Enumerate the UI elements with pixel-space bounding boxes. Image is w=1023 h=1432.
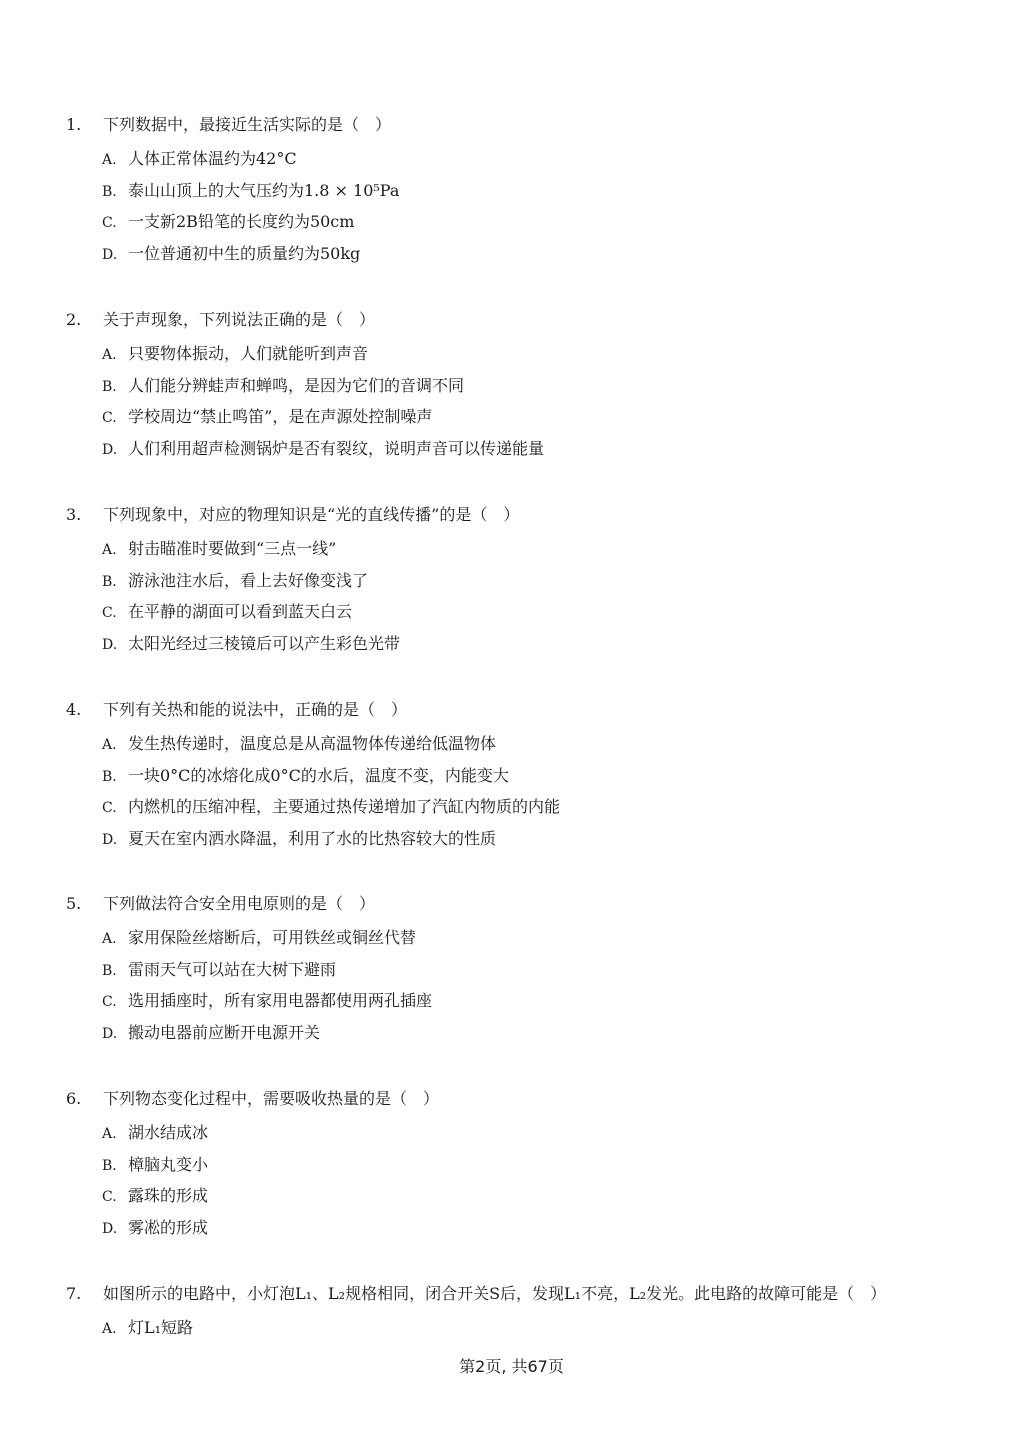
option-letter: C.	[102, 1189, 117, 1205]
option-text: 人体正常体温约为42°C	[128, 149, 297, 168]
option-text: 在平静的湖面可以看到蓝天白云	[128, 602, 353, 621]
question-2	[66, 307, 983, 464]
question-stem	[66, 502, 983, 528]
option-d[interactable]	[102, 823, 983, 855]
question-text: 下列现象中，对应的物理知识是“光的直线传播”的是（ ）	[103, 505, 520, 524]
question-text: 关于声现象，下列说法正确的是（ ）	[103, 310, 376, 329]
question-5	[66, 891, 983, 1048]
question-number: 7.	[66, 1284, 82, 1303]
option-letter: A.	[102, 1126, 117, 1142]
option-text: 夏天在室内洒水降温，利用了水的比热容较大的性质	[128, 828, 497, 848]
question-text: 下列做法符合安全用电原则的是（ ）	[103, 894, 376, 913]
option-letter: A.	[102, 347, 117, 363]
option-d[interactable]	[102, 238, 983, 270]
option-text: 内燃机的压缩冲程，主要通过热传递增加了汽缸内物质的内能	[128, 797, 561, 816]
option-letter: A.	[102, 737, 117, 753]
page-footer	[0, 1355, 1023, 1379]
option-c[interactable]	[102, 596, 983, 628]
option-d[interactable]	[102, 433, 983, 465]
option-letter: A.	[102, 1321, 117, 1337]
option-text: 选用插座时，所有家用电器都使用两孔插座	[128, 991, 433, 1010]
option-b[interactable]	[102, 175, 983, 207]
option-letter: B.	[102, 1157, 117, 1174]
option-a[interactable]	[102, 1117, 983, 1149]
option-text: 只要物体振动，人们就能听到声音	[128, 344, 369, 363]
option-a[interactable]	[102, 922, 983, 954]
option-text: 一支新2B铅笔的长度约为50cm	[128, 212, 355, 231]
option-text: 人们能分辨蛙声和蝉鸣，是因为它们的音调不同	[128, 375, 465, 395]
question-number: 4.	[66, 700, 82, 719]
question-stem	[66, 697, 983, 723]
question-number: 6.	[66, 1089, 82, 1108]
question-number: 3.	[66, 505, 82, 524]
option-b[interactable]	[102, 370, 983, 402]
option-letter: B.	[102, 962, 117, 979]
question-text: 下列数据中，最接近生活实际的是（ ）	[103, 115, 392, 134]
question-number: 1.	[66, 115, 82, 134]
option-c[interactable]	[102, 1180, 983, 1212]
option-text: 一位普通初中生的质量约为50kg	[128, 243, 361, 263]
option-letter: D.	[102, 1220, 118, 1237]
option-letter: C.	[102, 994, 117, 1010]
option-letter: D.	[102, 1025, 118, 1042]
question-number: 2.	[66, 310, 82, 329]
option-letter: B.	[102, 573, 117, 590]
option-text: 一块0°C的冰熔化成0°C的水后，温度不变，内能变大	[128, 765, 509, 785]
option-text: 湖水结成冰	[128, 1123, 209, 1142]
question-text: 如图所示的电路中，小灯泡L₁、L₂规格相同，闭合开关S后，发现L₁不亮，L₂发光。此电路的故障可能是（ ）	[103, 1284, 887, 1303]
option-letter: A.	[102, 542, 117, 558]
option-b[interactable]	[102, 1149, 983, 1181]
option-a[interactable]	[102, 143, 983, 175]
option-d[interactable]	[102, 1212, 983, 1244]
question-3	[66, 502, 983, 659]
option-letter: C.	[102, 215, 117, 231]
option-text: 发生热传递时，温度总是从高温物体传递给低温物体	[128, 734, 497, 753]
question-6	[66, 1086, 983, 1243]
option-c[interactable]	[102, 401, 983, 433]
option-letter: B.	[102, 378, 117, 395]
option-b[interactable]	[102, 565, 983, 597]
question-text: 下列有关热和能的说法中，正确的是（ ）	[103, 700, 408, 719]
option-a[interactable]	[102, 728, 983, 760]
option-letter: D.	[102, 831, 118, 848]
question-4	[66, 697, 983, 854]
option-text: 雾凇的形成	[128, 1217, 209, 1237]
question-number: 5.	[66, 894, 82, 913]
question-stem	[66, 307, 983, 333]
option-text: 雷雨天气可以站在大树下避雨	[128, 959, 337, 979]
question-text: 下列物态变化过程中，需要吸收热量的是（ ）	[103, 1089, 440, 1108]
option-text: 泰山山顶上的大气压约为1.8 × 10⁵Pa	[128, 180, 400, 200]
option-letter: C.	[102, 605, 117, 621]
option-d[interactable]	[102, 628, 983, 660]
question-stem	[66, 112, 983, 138]
option-text: 学校周边“禁止鸣笛”，是在声源处控制噪声	[128, 407, 433, 426]
option-letter: A.	[102, 152, 117, 168]
option-text: 灯L₁短路	[128, 1318, 194, 1337]
question-7	[66, 1281, 983, 1344]
option-text: 家用保险丝熔断后，可用铁丝或铜丝代替	[128, 928, 417, 947]
option-text: 太阳光经过三棱镜后可以产生彩色光带	[128, 633, 401, 653]
option-letter: D.	[102, 246, 118, 263]
option-text: 搬动电器前应断开电源开关	[128, 1022, 321, 1042]
option-c[interactable]	[102, 791, 983, 823]
option-text: 樟脑丸变小	[128, 1154, 209, 1174]
option-d[interactable]	[102, 1017, 983, 1049]
option-b[interactable]	[102, 954, 983, 986]
option-letter: C.	[102, 410, 117, 426]
option-letter: D.	[102, 441, 118, 458]
question-1	[66, 112, 983, 269]
option-b[interactable]	[102, 760, 983, 792]
option-text: 人们利用超声检测锅炉是否有裂纹，说明声音可以传递能量	[128, 438, 545, 458]
option-a[interactable]	[102, 338, 983, 370]
option-letter: B.	[102, 768, 117, 785]
option-letter: B.	[102, 183, 117, 200]
option-text: 游泳池注水后，看上去好像变浅了	[128, 570, 369, 590]
question-stem	[66, 1281, 983, 1307]
option-text: 射击瞄准时要做到“三点一线”	[128, 539, 337, 558]
page-number-label: 第2页, 共67页	[459, 1357, 564, 1376]
option-letter: A.	[102, 931, 117, 947]
option-a[interactable]	[102, 1312, 983, 1344]
option-letter: D.	[102, 636, 118, 653]
option-letter: C.	[102, 800, 117, 816]
option-c[interactable]	[102, 985, 983, 1017]
option-text: 露珠的形成	[128, 1186, 209, 1205]
option-c[interactable]	[102, 206, 983, 238]
option-a[interactable]	[102, 533, 983, 565]
question-stem	[66, 1086, 983, 1112]
question-stem	[66, 891, 983, 917]
